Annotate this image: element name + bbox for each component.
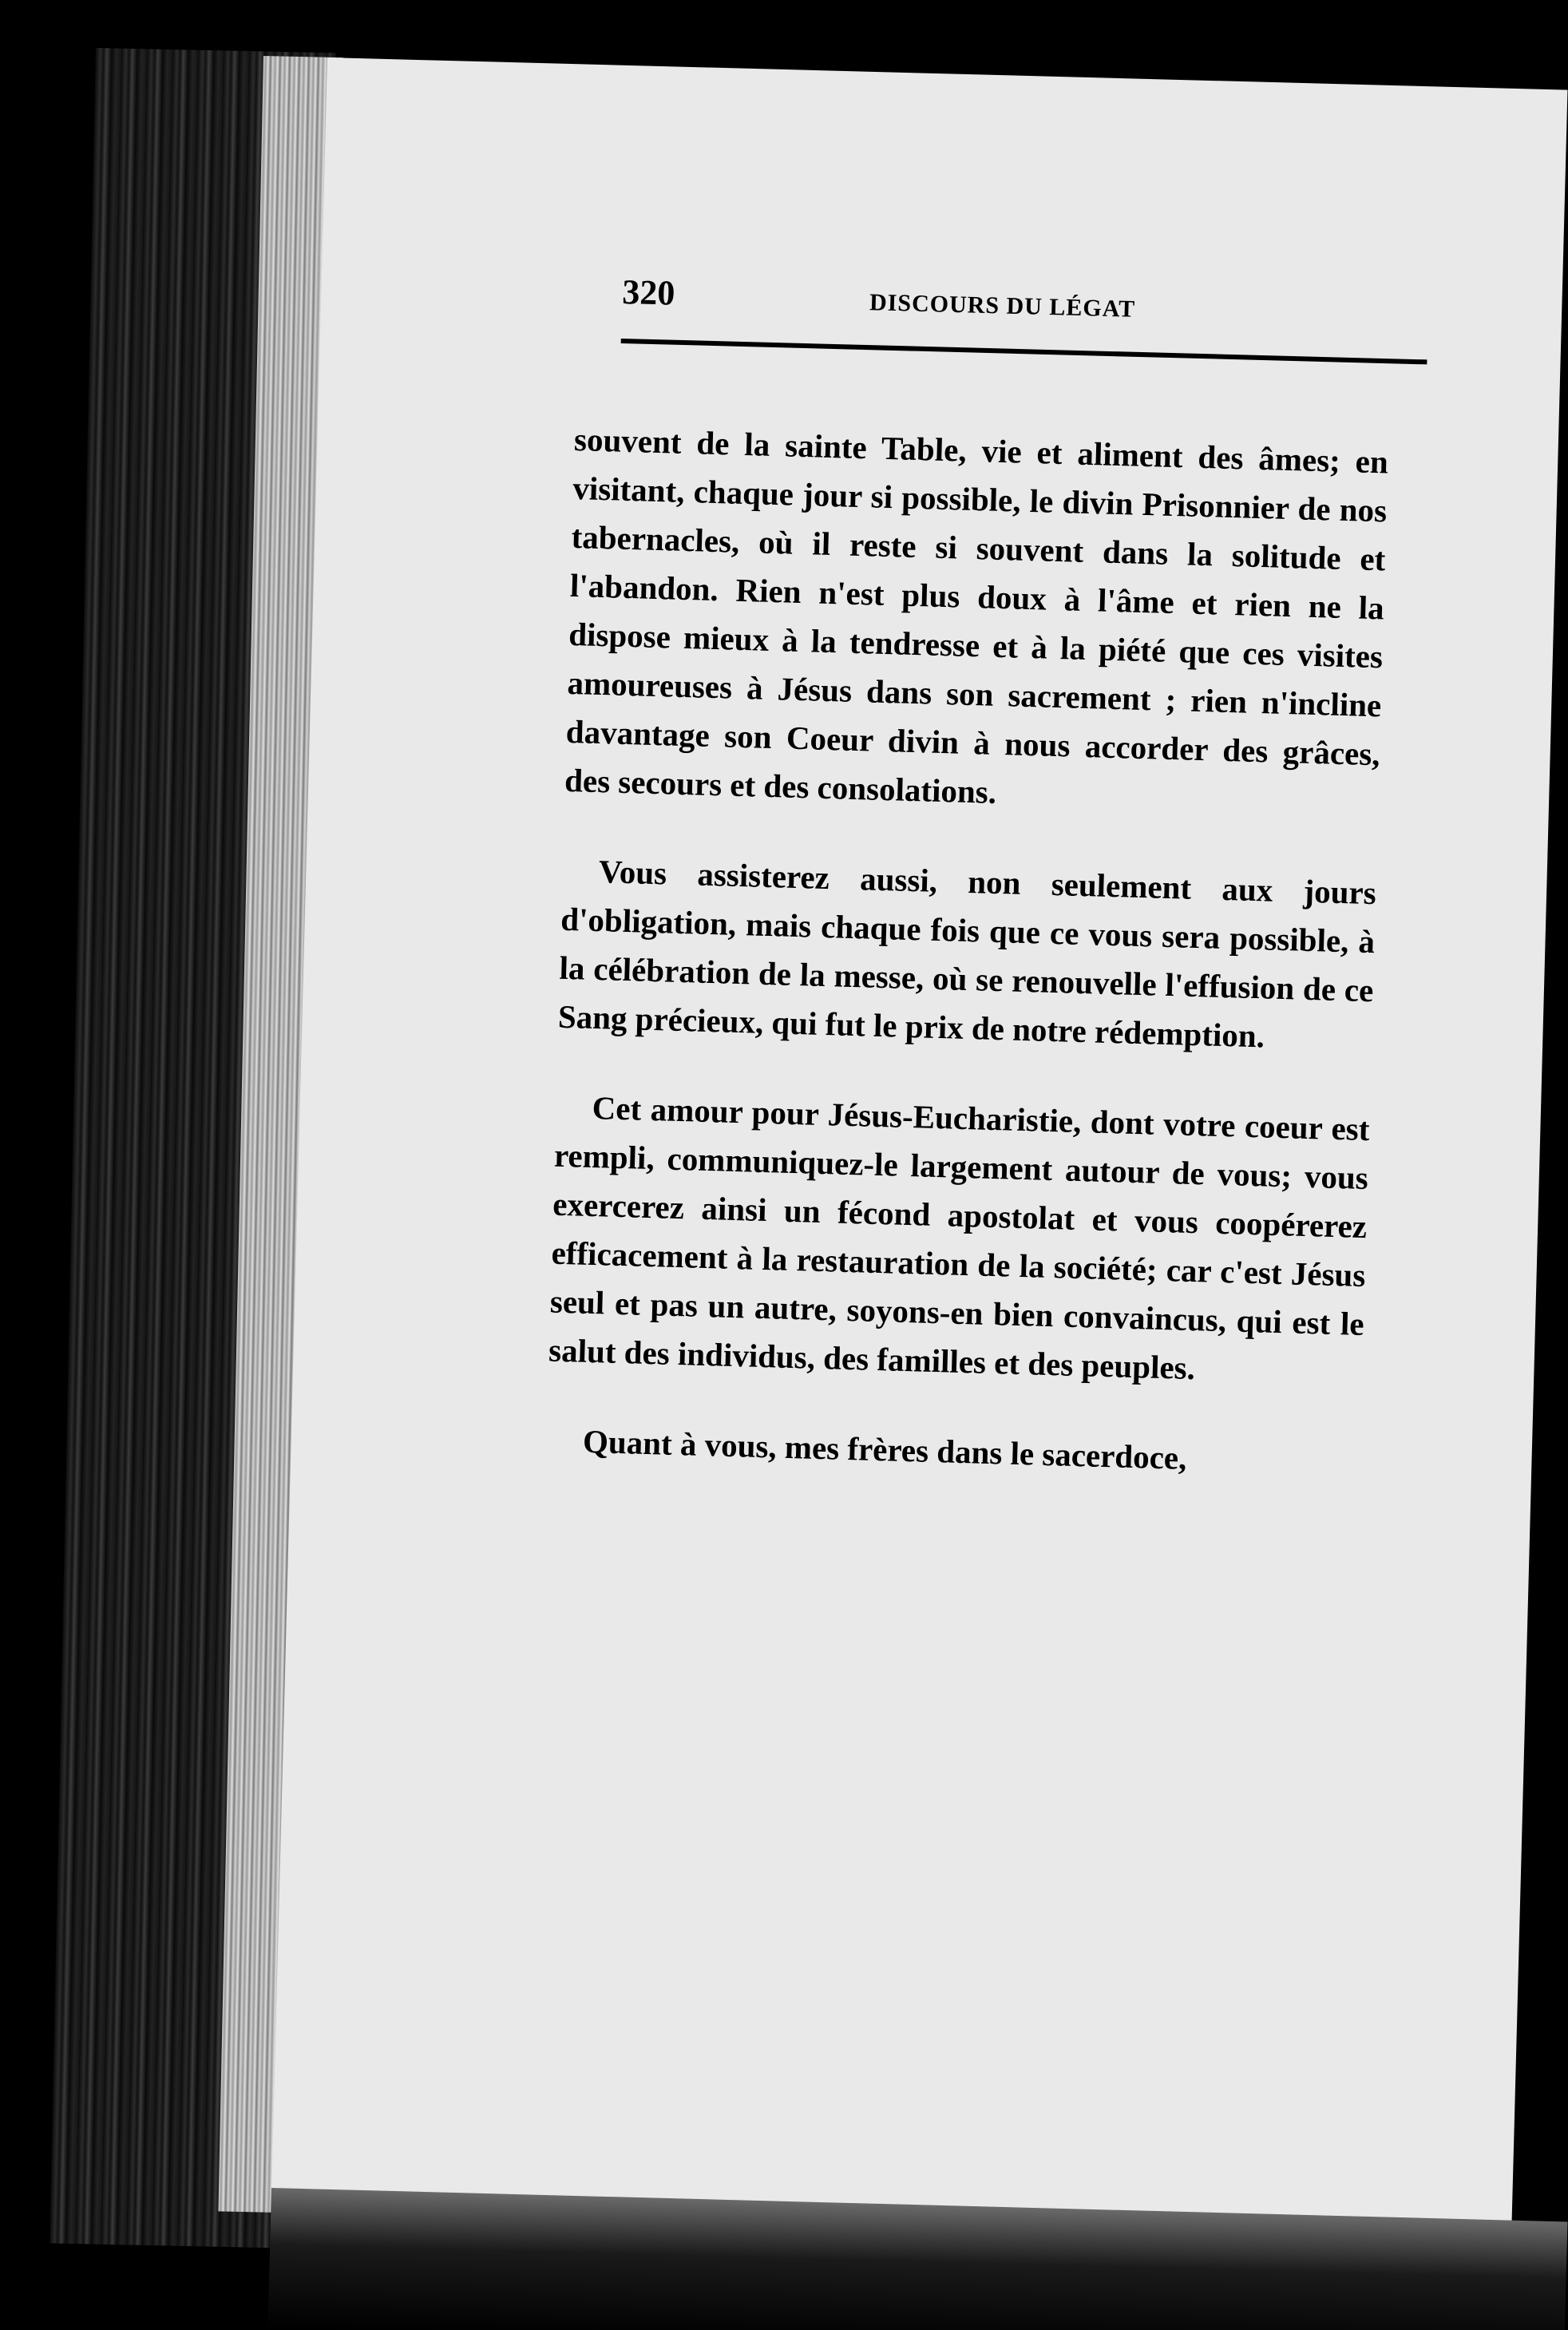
- paragraph-2: Vous assisterez aussi, non seulement aux jours d'obligation, mais chaque fois que ce vous sera possible, à la célébration de la messe, où se renouvelle l'effusion de ce Sang précieux, qui fut le prix de notre rédemption.: [557, 853, 1377, 1055]
- running-head: DISCOURS DU LÉGAT: [869, 289, 1136, 323]
- body-text: [544, 415, 1389, 1529]
- paragraph-3: Cet amour pour Jésus-Eucharistie, dont votre coeur est rempli, communiquez-le largement autour de vous; vous exercerez ainsi un fécond apostolat et vous coopérerez efficacement à la restauration de la société; car c'est Jésus seul et pas un autre, soyons-en bien convaincus, qui est le salut des individus, des familles et des peuples.: [548, 1088, 1371, 1387]
- paragraph-4: Quant à vous, mes frères dans le sacerdoce,: [582, 1422, 1188, 1476]
- paragraph-1: souvent de la sainte Table, vie et aliment des âmes; en visitant, chaque jour si possible, le divin Prisonnier de nos tabernacles, où il reste si souvent dans la solitude et l'abandon. Rien n'est plus doux à l'âme et rien ne la dispose mieux à la tendresse et à la piété que ces visites amoureuses à Jésus dans son sacrement ; rien n'incline davantage son Coeur divin à nous accorder des grâces, des secours et des consolations.: [564, 420, 1389, 810]
- page-number: 320: [621, 271, 675, 313]
